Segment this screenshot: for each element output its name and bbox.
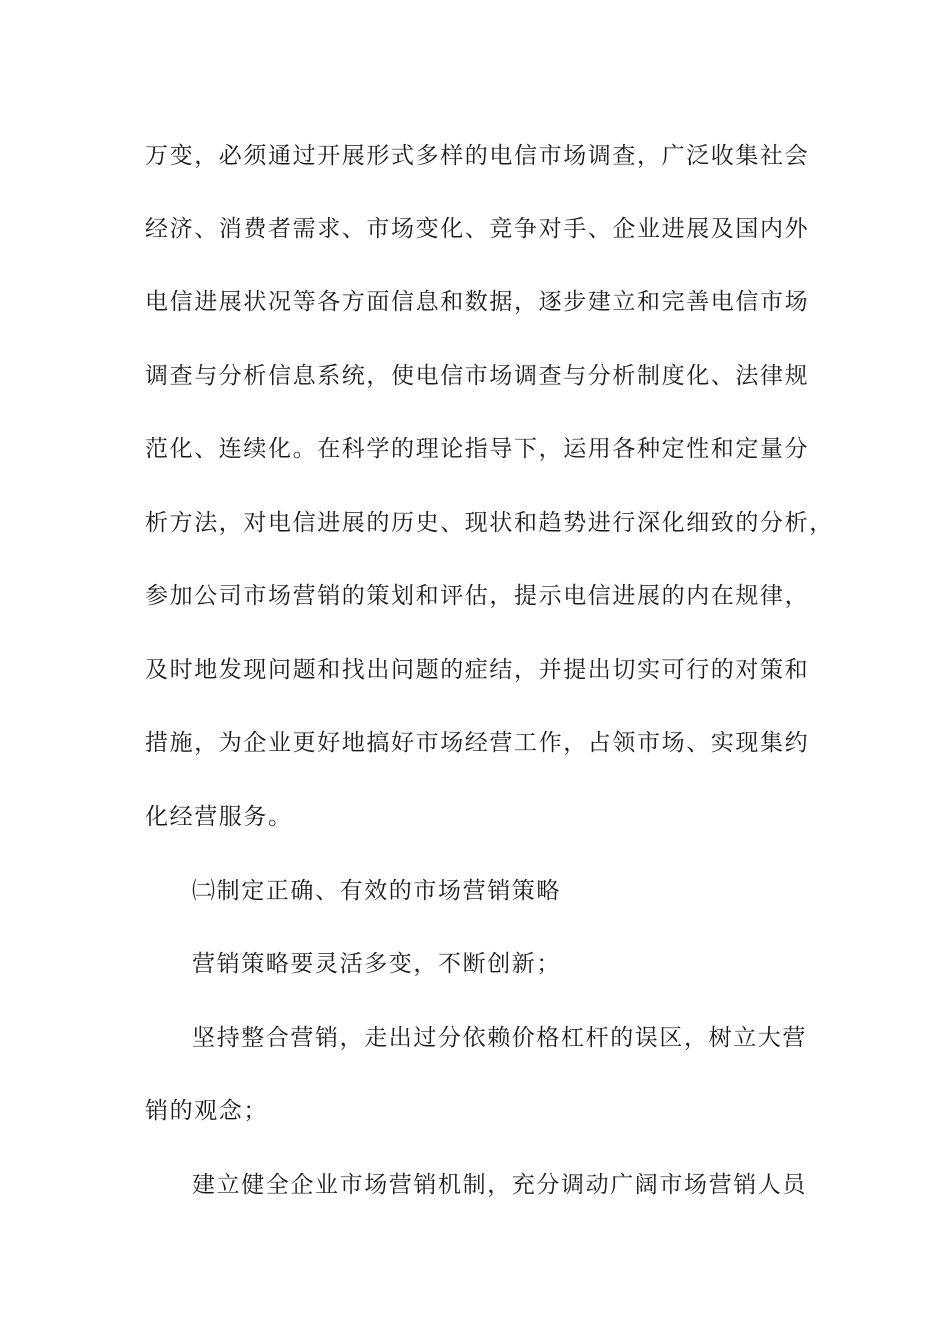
body-line: 及时地发现问题和找出问题的症结，并提出切实可行的对策和 — [145, 657, 810, 683]
body-line: 万变，必须通过开展形式多样的电信市场调查，广泛收集社会 — [145, 143, 810, 169]
paragraph-line: 建立健全企业市场营销机制，充分调动广阔市场营销人员 — [192, 1172, 807, 1198]
body-line: 经济、消费者需求、市场变化、竞争对手、企业进展及国内外 — [145, 216, 810, 242]
section-heading: ㈡制定正确、有效的市场营销策略 — [192, 878, 561, 904]
body-line: 调查与分析信息系统，使电信市场调查与分析制度化、法律规 — [145, 363, 810, 389]
body-line: 措施，为企业更好地搞好市场经营工作，占领市场、实现集约 — [145, 730, 810, 756]
body-line: 参加公司市场营销的策划和评估，提示电信进展的内在规律， — [145, 583, 810, 609]
body-line: 化经营服务。 — [145, 804, 293, 830]
body-line: 范化、连续化。在科学的理论指导下，运用各种定性和定量分 — [145, 436, 810, 462]
paragraph-line: 坚持整合营销，走出过分依赖价格杠杆的误区，树立大营 — [192, 1025, 807, 1051]
body-line: 电信进展状况等各方面信息和数据，逐步建立和完善电信市场 — [145, 289, 810, 315]
paragraph-line: 营销策略要灵活多变，不断创新； — [192, 951, 561, 977]
body-line: 析方法，对电信进展的历史、现状和趋势进行深化细致的分析， — [145, 510, 834, 536]
body-line: 销的观念； — [145, 1098, 268, 1124]
